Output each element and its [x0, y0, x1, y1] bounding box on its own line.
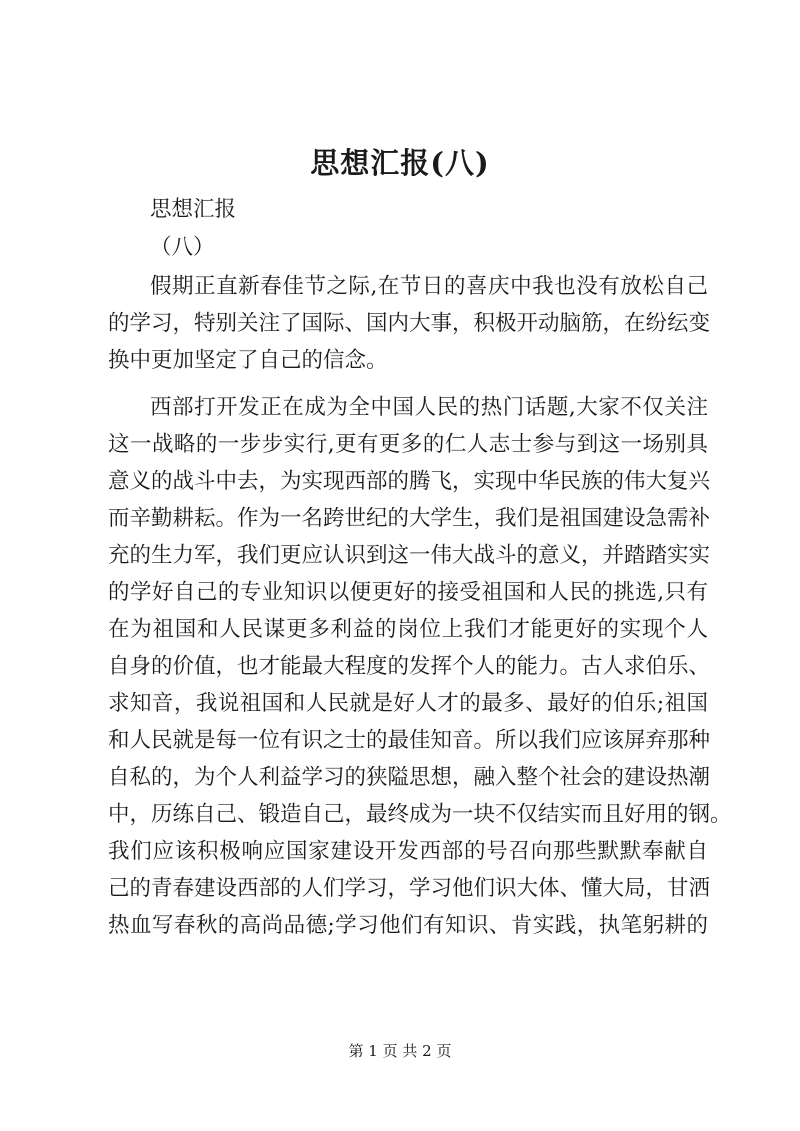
page-number-footer: 第 1 页 共 2 页	[348, 1042, 452, 1060]
paragraph-line: 己的青春建设西部的人们学习，学习他们识大体、懂大局，甘洒	[108, 876, 711, 901]
paragraph-line: 在为祖国和人民谋更多利益的岗位上我们才能更好的实现个人	[108, 617, 708, 642]
paragraph-line: 换中更加坚定了自己的信念。	[108, 348, 388, 373]
paragraph-line: 而辛勤耕耘。作为一名跨世纪的大学生，我们是祖国建设急需补	[108, 506, 711, 531]
paragraph-line: 中，历练自己、锻造自己，最终成为一块不仅结实而且好用的钢。	[108, 802, 732, 827]
paragraph-line: 和人民就是每一位有识之士的最佳知音。所以我们应该屏弃那种	[108, 728, 711, 753]
paragraph-line: 我们应该积极响应国家建设开发西部的号召向那些默默奉献自	[108, 839, 708, 864]
paragraph-line: 的学习，特别关注了国际、国内大事，积极开动脑筋，在纷纭变	[108, 311, 711, 336]
document-title: 思想汇报(八)	[310, 146, 490, 180]
paragraph-line: 热血写春秋的高尚品德;学习他们有知识、肯实践，执笔躬耕的	[108, 913, 708, 938]
paragraph-line: 的学好自己的专业知识以便更好的接受祖国和人民的挑选,只有	[108, 580, 708, 605]
paragraph-line: 西部打开发正在成为全中国人民的热门话题,大家不仅关注	[150, 395, 708, 420]
paragraph-line: 充的生力军，我们更应认识到这一伟大战斗的意义，并踏踏实实	[108, 543, 711, 568]
document-subtitle: 思想汇报	[150, 197, 237, 222]
paragraph-line: 求知音，我说祖国和人民就是好人才的最多、最好的伯乐;祖国	[108, 691, 708, 716]
section-label: （八）	[150, 235, 215, 260]
paragraph-line: 假期正直新春佳节之际,在节日的喜庆中我也没有放松自己	[150, 274, 708, 299]
paragraph-line: 这一战略的一步步实行,更有更多的仁人志士参与到这一场别具	[108, 432, 708, 457]
paragraph-line: 意义的战斗中去，为实现西部的腾飞，实现中华民族的伟大复兴	[108, 469, 711, 494]
paragraph-line: 自身的价值，也才能最大程度的发挥个人的能力。古人求伯乐、	[108, 654, 711, 679]
paragraph-line: 自私的，为个人利益学习的狭隘思想，融入整个社会的建设热潮	[108, 765, 711, 790]
